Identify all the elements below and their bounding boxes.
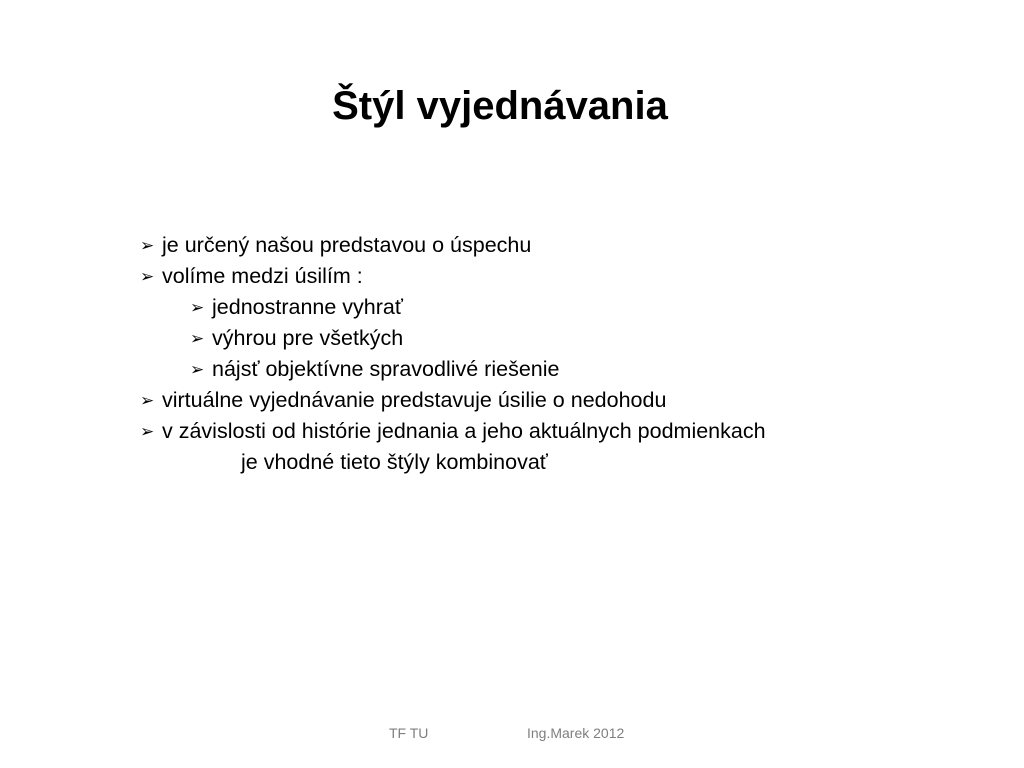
bullet-item [140,230,766,261]
bullet-continuation [140,447,766,478]
arrow-bullet-icon: ➢ [140,236,155,255]
sub-bullet-item [140,354,766,385]
bullet-text: volíme medzi úsilím : [162,264,363,288]
sub-bullet-item [140,292,766,323]
footer-left: TF TU [389,725,429,741]
slide-title: Štýl vyjednávania [332,84,668,128]
bullet-list [140,230,766,478]
footer-right: Ing.Marek 2012 [527,725,625,741]
bullet-text: výhrou pre všetkých [212,326,404,350]
arrow-bullet-icon: ➢ [190,329,205,348]
bullet-text: v závislosti od histórie jednania a jeho aktuálnych podmienkach [162,419,766,443]
arrow-bullet-icon: ➢ [140,422,155,441]
arrow-bullet-icon: ➢ [140,267,155,286]
bullet-text: virtuálne vyjednávanie predstavuje úsilie o nedohodu [162,388,667,412]
arrow-bullet-icon: ➢ [140,391,155,410]
bullet-item [140,261,766,292]
bullet-text: je vhodné tieto štýly kombinovať [241,450,548,474]
bullet-item [140,416,766,447]
bullet-item [140,385,766,416]
arrow-bullet-icon: ➢ [190,360,205,379]
bullet-text: je určený našou predstavou o úspechu [162,233,532,257]
bullet-text: nájsť objektívne spravodlivé riešenie [212,357,560,381]
bullet-text: jednostranne vyhrať [212,295,403,319]
arrow-bullet-icon: ➢ [190,298,205,317]
sub-bullet-item [140,323,766,354]
